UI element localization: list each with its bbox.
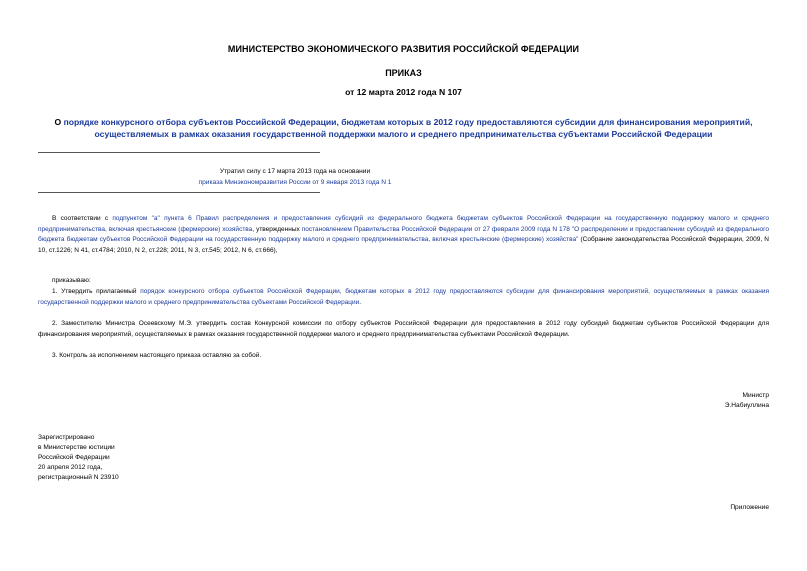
registration-line-2: в Министерстве юстиции xyxy=(38,444,115,451)
registration-line-5: регистрационный N 23910 xyxy=(38,474,119,481)
item-2-paragraph: 2. Заместителю Министра Осеевскому М.Э. утвердить состав Конкурсной комиссии по отбору субъектов Российской Федерации для предоставления в 2012 году субсидий бюджетам субъектов Российской Федерации для финансирования мероприятий, осуществляемых в рамках оказания государственной поддержки малого и среднего предпринимательства субъектами Российской Федерации. xyxy=(38,320,769,338)
item-1-end: . xyxy=(359,298,362,306)
item-3-paragraph: 3. Контроль за исполнением настоящего приказа оставляю за собой. xyxy=(52,352,262,359)
basis-text-1: В соответствии с xyxy=(52,215,113,222)
divider-bottom xyxy=(38,192,320,193)
basis-link-resolution[interactable]: постановлением Правительства Российской Федерации от 27 февраля 2009 года N 178 "О распределении и предоставлении субсидий из федерального бюджета бюджетам субъектов Российской Федерации на государственную поддержку малого и среднего предпринимательства, включая крестьянские (фермерские) хозяйства" xyxy=(38,225,770,243)
signature-name: Э.Набиуллина xyxy=(724,402,769,409)
item-1-link[interactable]: порядок конкурсного отбора субъектов Российской Федерации, бюджетам которых в 2012 году предоставляются субсидии для финансирования мероприятий, осуществляемых в рамках оказания государственной поддержки малого и среднего предпринимательства субъектами Российской Федерации xyxy=(38,288,769,306)
basis-paragraph xyxy=(38,214,769,256)
registration-line-4: 20 апреля 2012 года, xyxy=(38,464,103,471)
ministry-heading: МИНИСТЕРСТВО ЭКОНОМИЧЕСКОГО РАЗВИТИЯ РОССИЙСКОЙ ФЕДЕРАЦИИ xyxy=(227,44,580,54)
lost-force-link[interactable]: приказа Минэкономразвития России от 9 января 2013 года N 1 xyxy=(198,179,392,186)
appendix-label: Приложение xyxy=(730,504,769,511)
registration-line-3: Российской Федерации xyxy=(38,454,110,461)
item-1-paragraph xyxy=(38,287,769,308)
date-number-heading: от 12 марта 2012 года N 107 xyxy=(345,87,462,97)
title-prefix: О xyxy=(54,117,64,127)
lost-force-note xyxy=(38,166,552,188)
document-type-heading: ПРИКАЗ xyxy=(385,68,422,78)
basis-text-2: , утвержденных xyxy=(252,225,302,233)
basis-text-3: (Собрание законодательства Российской Федерации, 2009, N 10, ст.1226; N 41, ст.4784; 2010, N 2, ст.228; 2011, N 3, ст.545; 2012, N 6, ст.666), xyxy=(38,236,769,254)
document-title xyxy=(30,116,777,140)
lost-force-text: Утратил силу с 17 марта 2013 года на основании xyxy=(219,168,371,175)
title-link[interactable]: порядке конкурсного отбора субъектов Российской Федерации, бюджетам которых в 2012 году предоставляются субсидии для финансирования мероприятий, осуществляемых в рамках оказания государственной поддержки малого и среднего предпринимательства субъектами Российской Федерации xyxy=(63,117,753,139)
item-1-text: 1. Утвердить прилагаемый xyxy=(52,288,141,295)
ordered-line: приказываю: xyxy=(52,277,91,284)
signature-block xyxy=(725,391,769,411)
signature-position: Министр xyxy=(742,392,769,399)
basis-link-rules[interactable]: подпунктом "а" пункта 6 Правил распределения и предоставления субсидий из федерального бюджета бюджетам субъектов Российской Федерации на государственную поддержку малого и среднего предпринимательства, включая крестьянские (фермерские) хозяйства xyxy=(38,215,770,233)
registration-line-1: Зарегистрировано xyxy=(38,434,95,441)
registration-block xyxy=(38,433,119,483)
divider-top xyxy=(38,152,320,153)
